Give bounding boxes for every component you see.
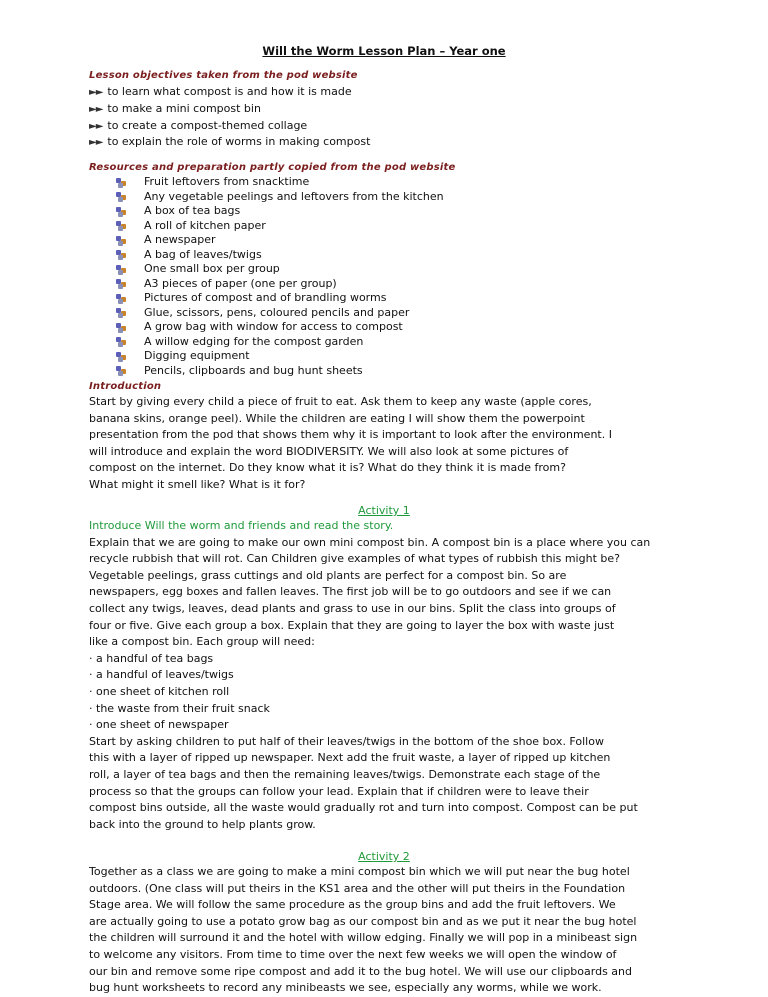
- text-line: recycle rubbish that will rot. Can Children give examples of what types of rubbish this might be?: [89, 552, 620, 566]
- text-line: the children will surround it and the hotel with willow edging. Finally we will pop in a minibeast sign: [89, 931, 638, 945]
- text-line: newspapers, egg boxes and fallen leaves. The first job will be to go outdoors and see if we can: [89, 585, 612, 599]
- list-item: · the waste from their fruit snack: [89, 701, 270, 715]
- activity-1-intro: Introduce Will the worm and friends and read the story.: [89, 519, 394, 532]
- double-arrow-icon: ►►: [89, 120, 103, 132]
- list-item: · a handful of tea bags: [89, 651, 214, 665]
- text-line: back into the ground to help plants grow.: [89, 817, 316, 831]
- bullet-blocks-icon: [116, 249, 127, 260]
- text-line: Together as a class we are going to make a mini compost bin which we will put near the bug hotel: [89, 865, 630, 878]
- text-line: bug hunt worksheets to record any minibeasts we see, especially any worms, while we work.: [89, 981, 602, 995]
- resource-item: Pencils, clipboards and bug hunt sheets: [116, 364, 444, 379]
- bullet-blocks-icon: [116, 351, 127, 362]
- activity-1-paragraph: [89, 518, 689, 833]
- text-line: will introduce and explain the word BIODIVERSITY. We will also look at some pictures of: [89, 444, 569, 458]
- list-item: · one sheet of kitchen roll: [89, 684, 230, 698]
- resource-item: A box of tea bags: [116, 204, 444, 219]
- bullet-blocks-icon: [116, 191, 127, 202]
- text-line: like a compost bin. Each group will need:: [89, 635, 315, 649]
- objective-item: ►► to explain the role of worms in making compost: [89, 135, 371, 149]
- activity-1-heading: Activity 1: [358, 504, 410, 517]
- bullet-blocks-icon: [116, 365, 127, 376]
- resource-item: A willow edging for the compost garden: [116, 335, 444, 350]
- double-arrow-icon: ►►: [89, 87, 103, 98]
- text-line: banana skins, orange peel). While the children are eating I will show them the powerpoint: [89, 411, 585, 425]
- bullet-blocks-icon: [116, 336, 127, 347]
- text-line: our bin and remove some ripe compost and add it to the bug hotel. We will use our clipboards and: [89, 964, 632, 978]
- page-title: Will the Worm Lesson Plan – Year one: [262, 44, 506, 58]
- text-line: to welcome any visitors. From time to time over the next few weeks we will open the window of: [89, 947, 617, 961]
- objectives-heading: Lesson objectives taken from the pod website: [89, 70, 358, 81]
- objective-item: ►► to learn what compost is and how it is made: [89, 85, 352, 98]
- text-line: compost bins outside, all the waste would gradually rot and turn into compost. Compost can be put: [89, 801, 638, 815]
- resource-item: A newspaper: [116, 233, 444, 248]
- text-line: four or five. Give each group a box. Explain that they are going to layer the box with waste just: [89, 618, 615, 632]
- text-line: process so that the groups can follow your lead. Explain that if children were to leave their: [89, 784, 589, 798]
- text-line: collect any twigs, leaves, dead plants and grass to use in our bins. Split the class into groups of: [89, 601, 616, 615]
- resource-item: A roll of kitchen paper: [116, 219, 444, 234]
- resource-item: A bag of leaves/twigs: [116, 248, 444, 263]
- text-line: this with a layer of ripped up newspaper. Next add the fruit waste, a layer of ripped up kitchen: [89, 751, 611, 765]
- activity-2-paragraph: [89, 864, 689, 997]
- bullet-blocks-icon: [116, 293, 127, 304]
- resource-item: A grow bag with window for access to compost: [116, 320, 444, 335]
- objective-item: ►► to make a mini compost bin: [89, 101, 261, 115]
- resource-item: A3 pieces of paper (one per group): [116, 277, 444, 292]
- resources-heading: Resources and preparation partly copied from the pod website: [89, 162, 456, 173]
- bullet-blocks-icon: [116, 322, 127, 333]
- introduction-paragraph: [89, 394, 689, 494]
- text-line: are actually going to use a potato grow bag as our compost bin and as we put it near the bug hotel: [89, 914, 637, 928]
- text-line: roll, a layer of tea bags and then the remaining leaves/twigs. Demonstrate each stage of the: [89, 767, 601, 781]
- objective-item: ►► to create a compost-themed collage: [89, 118, 308, 132]
- text-line: compost on the internet. Do they know what it is? What do they think it is made from?: [89, 461, 566, 475]
- bullet-blocks-icon: [116, 235, 127, 246]
- list-item: · one sheet of newspaper: [89, 718, 229, 732]
- bullet-blocks-icon: [116, 220, 127, 231]
- resource-item: Glue, scissors, pens, coloured pencils and paper: [116, 306, 444, 321]
- text-line: presentation from the pod that shows them why it is important to look after the environment. I: [89, 428, 612, 442]
- text-line: Explain that we are going to make our own mini compost bin. A compost bin is a place where you can: [89, 535, 651, 549]
- text-line: outdoors. (One class will put theirs in the KS1 area and the other will put theirs in the Foundation: [89, 881, 626, 895]
- text-line: Start by giving every child a piece of fruit to eat. Ask them to keep any waste (apple cores,: [89, 395, 592, 408]
- resource-item: One small box per group: [116, 262, 444, 277]
- resource-item: Any vegetable peelings and leftovers from the kitchen: [116, 190, 444, 205]
- resource-item: Fruit leftovers from snacktime: [116, 175, 444, 190]
- resource-item: Digging equipment: [116, 349, 444, 364]
- text-line: Vegetable peelings, grass cuttings and old plants are perfect for a compost bin. So are: [89, 568, 567, 582]
- bullet-blocks-icon: [116, 264, 127, 275]
- text-line: Start by asking children to put half of their leaves/twigs in the bottom of the shoe box. Follow: [89, 734, 604, 748]
- activity-2-heading: Activity 2: [358, 850, 410, 863]
- resources-list: [116, 175, 444, 378]
- bullet-blocks-icon: [116, 278, 127, 289]
- bullet-blocks-icon: [116, 307, 127, 318]
- double-arrow-icon: ►►: [89, 137, 103, 149]
- list-item: · a handful of leaves/twigs: [89, 668, 234, 682]
- double-arrow-icon: ►►: [89, 103, 103, 115]
- resource-item: Pictures of compost and of brandling worms: [116, 291, 444, 306]
- text-line: What might it smell like? What is it for?: [89, 477, 306, 491]
- introduction-heading: Introduction: [89, 381, 162, 392]
- bullet-blocks-icon: [116, 177, 127, 188]
- bullet-blocks-icon: [116, 206, 127, 217]
- text-line: Stage area. We will follow the same procedure as the group bins and add the fruit leftovers. We: [89, 898, 616, 912]
